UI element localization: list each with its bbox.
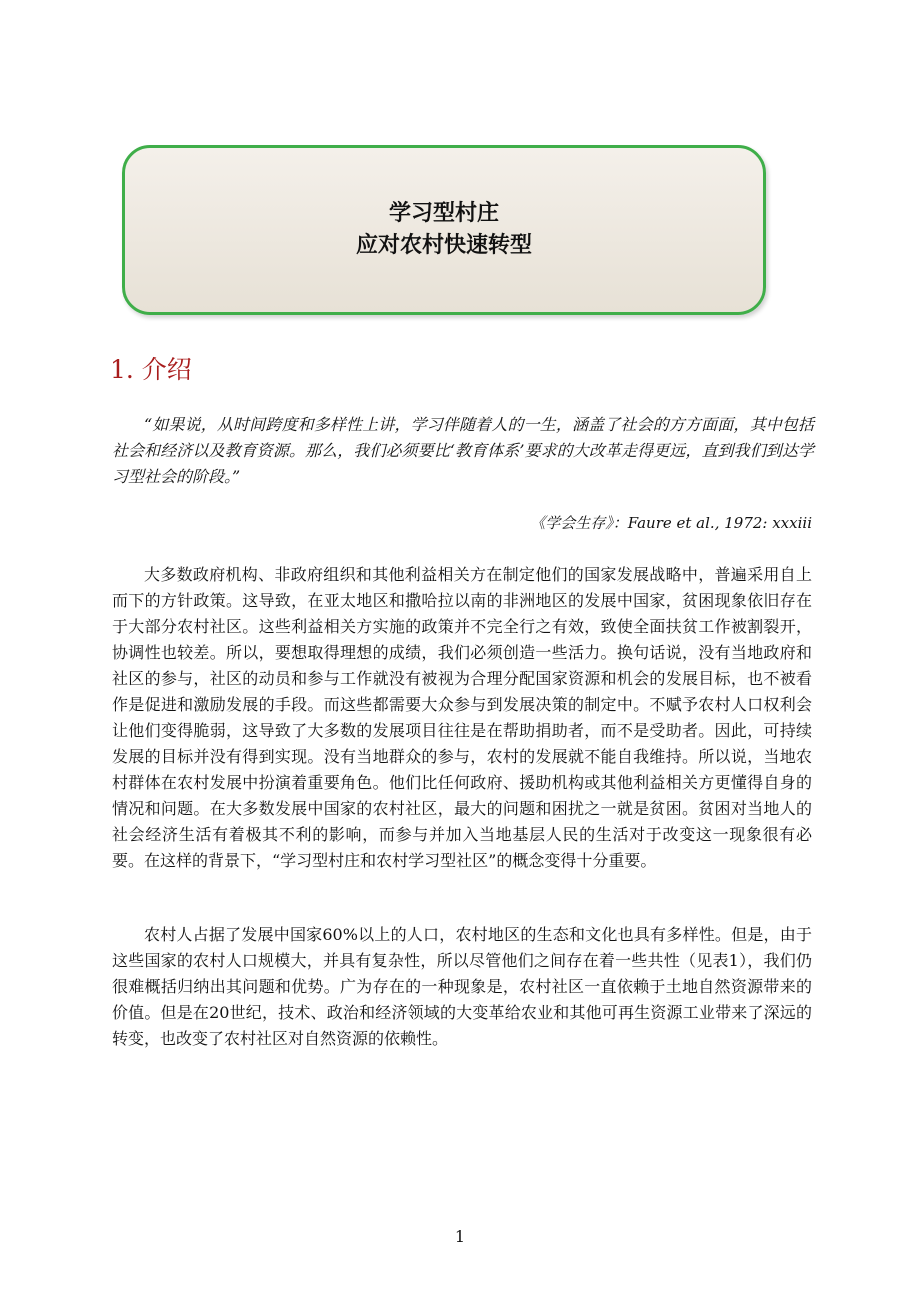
title-box bbox=[122, 145, 766, 315]
epigraph-citation: 《学会生存》：Faure et al., 1972: xxxiii bbox=[530, 514, 812, 532]
paragraph-2: 农村人占据了发展中国家60%以上的人口，农村地区的生态和文化也具有多样性。但是，由于这些国家的农村人口规模大，并具有复杂性，所以尽管他们之间存在着一些共性（见表1），我们仍很难概括归纳出其问题和优势。广为存在的一种现象是，农村社区一直依赖于土地自然资源带来的价值。但是在20世纪，技术、政治和经济领域的大变革给农业和其他可再生资源工业带来了深远的转变，也改变了农村社区对自然资源的依赖性。 bbox=[112, 925, 812, 1048]
paragraph-1: 大多数政府机构、非政府组织和其他利益相关方在制定他们的国家发展战略中，普遍采用自上而下的方针政策。这导致，在亚太地区和撒哈拉以南的非洲地区的发展中国家，贫困现象依旧存在于大部分农村社区。这些利益相关方实施的政策并不完全行之有效，致使全面扶贫工作被割裂开，协调性也较差。所以，要想取得理想的成绩，我们必须创造一些活力。换句话说，没有当地政府和社区的参与，社区的动员和参与工作就没有被视为合理分配国家资源和机会的发展目标，也不被看作是促进和激励发展的手段。而这些都需要大众参与到发展决策的制定中。不赋予农村人口权利会让他们变得脆弱，这导致了大多数的发展项目往往是在帮助捐助者，而不是受助者。因此，可持续发展的目标并没有得到实现。没有当地群众的参与，农村的发展就不能自我维持。所以说，当地农村群体在农村发展中扮演着重要角色。他们比任何政府、援助机构或其他利益相关方更懂得自身的情况和问题。在大多数发展中国家的农村社区，最大的问题和困扰之一就是贫困。贫困对当地人的社会经济生活有着极其不利的影响，而参与并加入当地基层人民的生活对于改变这一现象很有必要。在这样的背景下，“学习型村庄和农村学习型社区”的概念变得十分重要。 bbox=[112, 565, 812, 870]
page-number: 1 bbox=[454, 1227, 466, 1246]
epigraph-quote: “如果说，从时间跨度和多样性上讲，学习伴随着人的一生，涵盖了社会的方方面面，其中包括社会和经济以及教育资源。那么，我们必须要比‘教育体系’要求的大改革走得更远，直到我们到达学习型社会的阶段。” bbox=[112, 415, 814, 486]
title-line-2: 应对农村快速转型 bbox=[355, 233, 532, 258]
section-heading: 1. 介绍 bbox=[110, 355, 192, 384]
title-line-1: 学习型村庄 bbox=[388, 201, 499, 226]
